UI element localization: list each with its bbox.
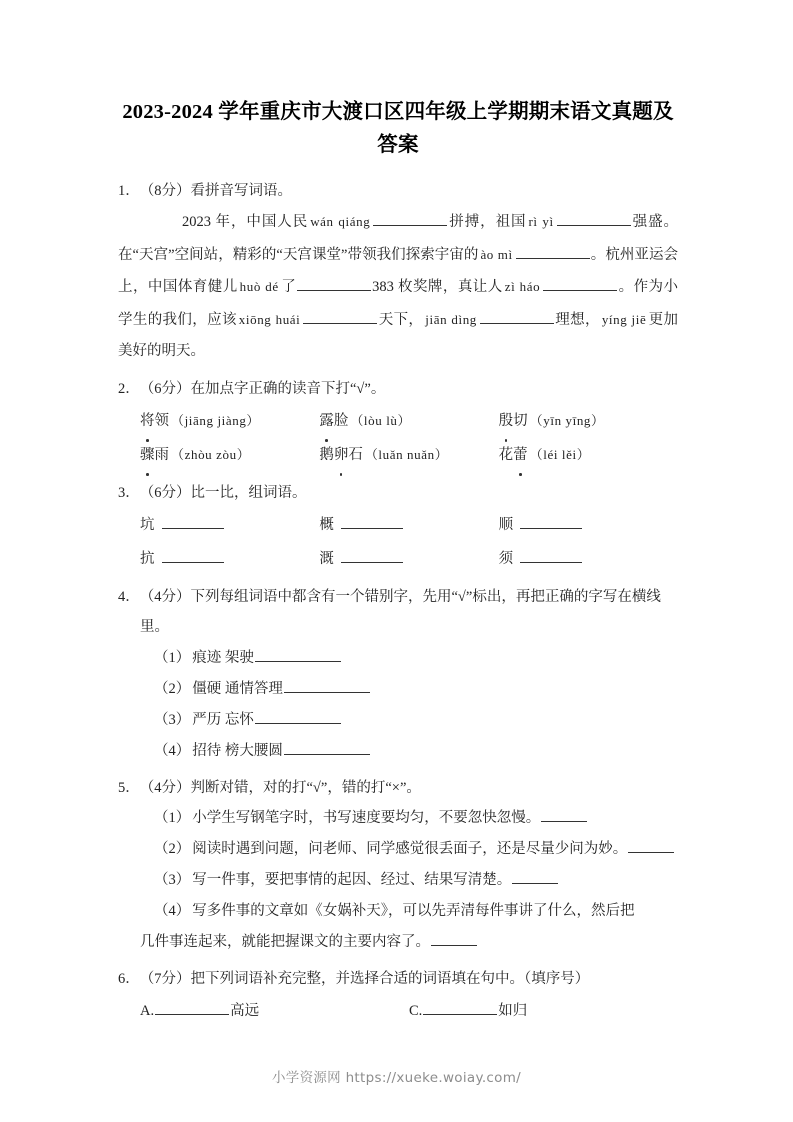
choice-item[interactable] <box>140 404 319 438</box>
char-prompt: 须 <box>498 550 514 567</box>
choice-item[interactable] <box>319 404 498 438</box>
question-3-word-grid <box>118 508 678 576</box>
sub-item-continued <box>118 927 678 958</box>
question-3-prompt: 比一比，组词语。 <box>190 484 307 501</box>
choice-item[interactable] <box>319 438 498 472</box>
fill-blank[interactable] <box>373 211 447 227</box>
fill-blank[interactable] <box>628 837 674 853</box>
sub-item-label: （3） <box>154 871 191 888</box>
word-pair-cell <box>140 542 319 576</box>
word-pair-cell <box>499 542 678 576</box>
sub-item-text: 严历 忘怀 <box>192 711 254 728</box>
passage-seg-7: 。作为小学生的我们，应该 <box>118 279 679 328</box>
fill-blank[interactable] <box>255 646 341 662</box>
question-6-number: 6． <box>118 970 140 987</box>
choice-item[interactable] <box>499 438 678 472</box>
page-content <box>118 96 678 1034</box>
pinyin-xiong-huai: xiōng huái <box>238 311 301 327</box>
question-1-heading <box>118 176 678 206</box>
word-pair-cell <box>319 542 498 576</box>
pinyin-ao-mi: ào mì <box>480 246 513 262</box>
pinyin-wan-qiang: wán qiáng <box>310 214 371 229</box>
fill-blank[interactable] <box>520 513 582 529</box>
dotted-char: 蕾 <box>513 439 528 472</box>
pinyin-options[interactable]: （yīn yīng） <box>529 412 605 428</box>
dotted-char: 殷 <box>499 405 514 438</box>
passage-seg-2: 拼搏，祖国 <box>448 214 527 230</box>
dotted-char: 骤 <box>140 439 155 472</box>
passage-seg-8: 天下， <box>378 311 424 328</box>
sub-item-text: 小学生写钢笔字时，书写速度要均匀，不要忽快忽慢。 <box>192 809 541 826</box>
word-pair-cell <box>499 508 678 542</box>
dotted-char: 将 <box>140 405 155 438</box>
word-pair-cell <box>319 508 498 542</box>
sub-item-label: （2） <box>154 680 191 697</box>
sub-item-text: 僵硬 通情答理 <box>192 680 283 697</box>
char-prompt: 抗 <box>140 550 155 567</box>
question-4 <box>118 582 678 767</box>
question-5 <box>118 773 678 958</box>
question-4-heading <box>118 582 678 612</box>
char-prompt: 坑 <box>140 516 155 533</box>
fill-blank[interactable] <box>512 868 558 884</box>
fill-blank[interactable] <box>543 276 617 292</box>
sub-item <box>118 896 678 927</box>
fill-blank[interactable] <box>480 308 554 324</box>
pinyin-options[interactable]: （léi lěi） <box>529 446 591 462</box>
passage-seg-5: 了 <box>280 279 297 295</box>
word-row <box>140 542 678 576</box>
sub-item <box>118 736 678 767</box>
question-1-score: （8分） <box>139 183 191 199</box>
question-6-score: （7分） <box>139 970 191 987</box>
question-5-number: 5． <box>118 779 140 796</box>
sub-item-text: 阅读时遇到问题，问老师、同学感觉很丢面子，还是尽量少问为妙。 <box>192 840 628 857</box>
pinyin-options[interactable]: （zhòu zòu） <box>171 446 251 462</box>
passage-seg-6: 383 枚奖牌，真让人 <box>372 279 503 295</box>
passage-seg-10: 更加美好的明天。 <box>118 311 679 359</box>
sub-item-label: （2） <box>154 840 191 857</box>
pinyin-zi-hao: zì háo <box>504 279 541 294</box>
sub-item-text: 招待 榜大腰圆 <box>192 742 283 759</box>
char-prompt: 溉 <box>319 550 334 567</box>
word-post: 雨 <box>154 446 169 463</box>
sub-item <box>118 865 678 896</box>
page-title: 2023-2024 学年重庆市大渡口区四年级上学期期末语文真题及答案 <box>122 101 674 156</box>
sub-item <box>118 834 678 865</box>
sub-item <box>118 705 678 736</box>
dotted-char: 卵 <box>334 439 349 472</box>
fill-blank[interactable] <box>341 513 403 529</box>
fill-blank[interactable] <box>303 308 377 324</box>
question-6-options <box>118 994 678 1028</box>
word-pre: 花 <box>498 446 514 463</box>
word-pair-cell <box>140 508 319 542</box>
pinyin-huo-de: huò dé <box>239 279 279 294</box>
question-3-heading <box>118 478 678 508</box>
sub-item-label: （3） <box>154 711 191 728</box>
char-prompt: 顺 <box>498 516 514 533</box>
char-prompt: 概 <box>319 516 334 533</box>
question-2 <box>118 374 678 472</box>
question-3 <box>118 478 678 576</box>
question-6-prompt: 把下列词语补充完整，并选择合适的词语填在句中。（填序号） <box>190 970 590 987</box>
option-item-a <box>140 994 409 1028</box>
question-4-score: （4分） <box>139 588 191 605</box>
pinyin-jian-ding: jiān dìng <box>425 311 477 327</box>
question-4-prompt-continued: 里。 <box>140 618 169 635</box>
pinyin-ri-yi: rì yì <box>528 214 554 229</box>
question-1-number: 1． <box>118 183 140 199</box>
dotted-char: 露 <box>319 405 334 438</box>
word-post: 石 <box>348 446 363 463</box>
question-2-choice-grid <box>118 404 678 472</box>
fill-blank[interactable] <box>520 547 582 563</box>
sub-item-text: 写一件事，要把事情的起因、经过、结果写清楚。 <box>192 871 512 888</box>
question-1-prompt: 看拼音写词语。 <box>190 183 292 199</box>
fill-blank[interactable] <box>423 999 497 1015</box>
fill-blank[interactable] <box>155 999 229 1015</box>
fill-blank[interactable] <box>431 930 477 946</box>
choice-item[interactable] <box>499 404 678 438</box>
question-4-number: 4． <box>118 588 140 605</box>
question-2-prompt: 在加点字正确的读音下打“√”。 <box>190 380 386 397</box>
sub-item-label: （1） <box>154 649 191 666</box>
question-6-heading <box>118 964 678 994</box>
sub-item-label: （1） <box>154 809 191 826</box>
option-item-c <box>409 994 678 1028</box>
choice-row <box>140 438 678 472</box>
site-watermark: 小学资源网 https://xueke.woiay.com/ <box>271 1070 522 1086</box>
question-5-heading <box>118 773 678 803</box>
word-post: 脸 <box>333 412 349 429</box>
question-4-prompt: 下列每组词语中都含有一个错别字，先用“√”标出，再把正确的字写在横线 <box>190 588 661 605</box>
sub-item-text: 写多件事的文章如《女娲补天》，可以先弄清每件事讲了什么，然后把 <box>192 902 635 919</box>
option-label: C. <box>409 1002 423 1019</box>
option-suffix: 高远 <box>230 1002 260 1019</box>
fill-blank[interactable] <box>516 243 590 259</box>
question-6 <box>118 964 678 1028</box>
sub-item <box>118 643 678 674</box>
option-suffix: 如归 <box>498 1002 528 1019</box>
sub-item <box>118 674 678 705</box>
fill-blank[interactable] <box>557 211 631 227</box>
fill-blank[interactable] <box>297 276 371 292</box>
passage-seg-9: 理想， <box>554 311 600 328</box>
fill-blank[interactable] <box>162 547 224 563</box>
question-2-heading <box>118 374 678 404</box>
choice-item[interactable] <box>140 438 319 472</box>
question-3-score: （6分） <box>139 484 191 501</box>
sub-item-label: （4） <box>154 902 191 919</box>
question-5-score: （4分） <box>139 779 191 796</box>
passage-seg-4: 。杭州亚运会上，中国体育健儿 <box>118 246 678 295</box>
sub-item-text-cont: 几件事连起来，就能把握课文的主要内容了。 <box>140 933 430 950</box>
pinyin-options[interactable]: （lòu lù） <box>350 412 412 428</box>
passage-seg-1: 2023 年，中国人民 <box>182 214 309 230</box>
fill-blank[interactable] <box>162 513 224 529</box>
question-5-prompt: 判断对错，对的打“√”，错的打“×”。 <box>190 779 421 796</box>
pinyin-options[interactable]: （luǎn nuǎn） <box>364 446 449 462</box>
choice-row <box>140 404 678 438</box>
question-3-number: 3． <box>118 484 140 501</box>
question-2-number: 2． <box>118 380 140 397</box>
question-2-score: （6分） <box>139 380 191 397</box>
fill-blank[interactable] <box>255 708 341 724</box>
pinyin-options[interactable]: （jiāng jiàng） <box>171 412 261 428</box>
fill-blank[interactable] <box>541 806 587 822</box>
fill-blank[interactable] <box>284 739 370 755</box>
sub-item-text: 痕迹 架驶 <box>192 649 254 666</box>
fill-blank[interactable] <box>284 677 370 693</box>
question-1-passage <box>118 206 678 368</box>
passage-seg-3: 强盛。在“天宫”空间站，精彩的“天宫课堂”带领我们探索宇宙的 <box>118 214 679 263</box>
option-label: A. <box>140 1002 155 1019</box>
word-pre: 鹅 <box>319 446 334 463</box>
question-1 <box>118 176 678 368</box>
sub-item-label: （4） <box>154 742 191 759</box>
pinyin-ying-jie: yíng jiē <box>601 311 647 327</box>
word-post: 切 <box>513 412 528 429</box>
word-row <box>140 508 678 542</box>
fill-blank[interactable] <box>341 547 403 563</box>
sub-item <box>118 803 678 834</box>
word-post: 领 <box>154 412 169 429</box>
